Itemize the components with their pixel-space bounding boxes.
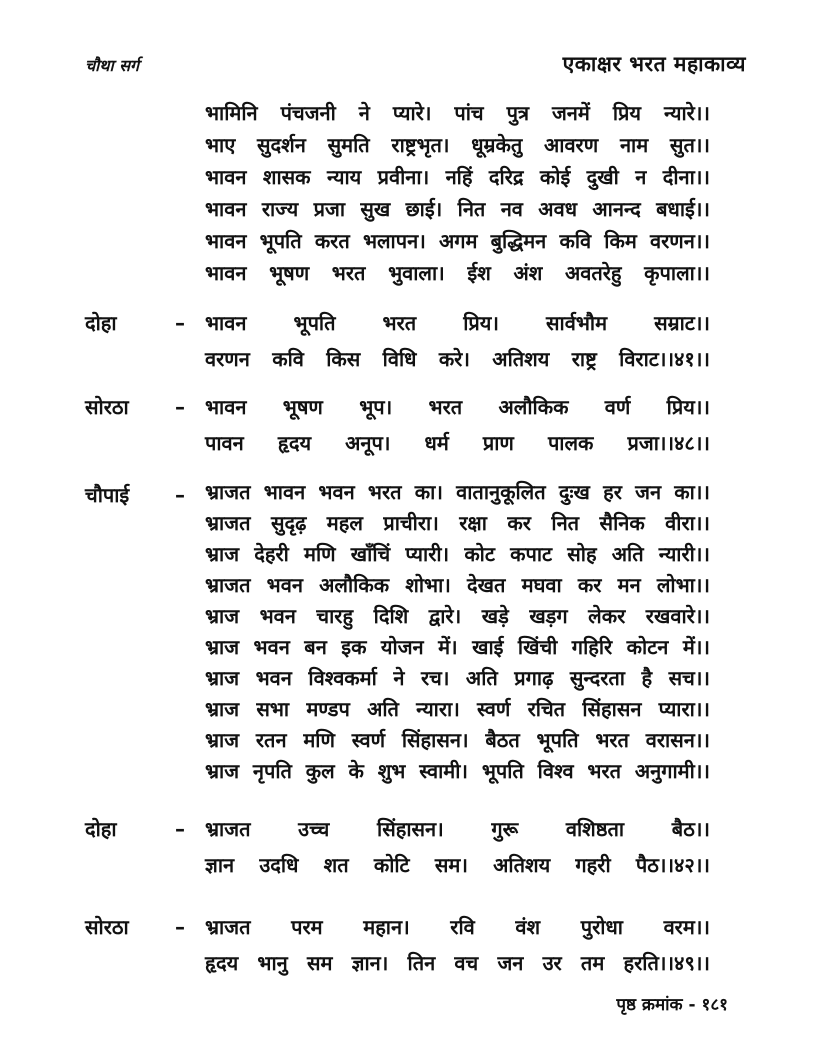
verse-line: भ्राजत सुदृढ़ महल प्राचीरा। रक्षा कर नित सैनिक वीरा।। [205,511,710,535]
verse-block [205,909,710,981]
section-soratha-49 [85,909,715,981]
section-label-chaupai: चौपाई [85,483,130,507]
section-dash: – [175,311,185,335]
verse-line: भ्राज भवन चारहु दिशि द्वारे। खड़े खड़ग लेकर रखवारे।। [205,604,710,628]
section-label-doha: दोहा [85,311,117,335]
verse-block [205,97,710,289]
section-dash: – [175,817,185,841]
section-dash: – [175,395,185,419]
verse-line: भावन शासक न्याय प्रवीना। नहिं दरिद्र कोई दुखी न दीना।। [205,165,710,189]
verse-line: भ्राजत भावन भवन भरत का। वातानुकूलित दुःख हर जन का।। [205,480,710,504]
section-dash: – [175,915,185,939]
section-chaupai [85,477,715,787]
book-title: एकाक्षर भरत महाकाव्य [562,52,746,76]
verse-line: भ्राज देहरी मणि खाँचिं प्यारी। कोट कपाट सोह अति न्यारी।। [205,542,710,566]
canto-title: चौथा सर्ग [85,56,140,75]
verse-line: भ्राजत भवन अलौकिक शोभा। देखत मघवा कर मन लोभा।। [205,573,710,597]
verse-line: भ्राज रतन मणि स्वर्ण सिंहासन। बैठत भूपति भरत वरासन।। [205,728,710,752]
page-header [85,50,746,78]
verse-line: ज्ञान उदधि शत कोटि सम। अतिशय गहरी पैठ।।४२।। [205,853,710,877]
section-opening-verses [85,97,715,289]
section-soratha-48 [85,389,715,461]
verse-line: भावन भूषण भरत भुवाला। ईश अंश अवतरेहु कृपाला।। [205,261,710,285]
section-label-soratha: सोरठा [85,395,129,419]
verse-line: भ्राज नृपति कुल के शुभ स्वामी। भूपति विश्व भरत अनुगामी।। [205,759,710,783]
verse-block [205,811,710,883]
verse-line: भ्राजत परम महान। रवि वंश पुरोधा वरम।। [205,915,710,939]
verse-line: भावन भूषण भूप। भरत अलौकिक वर्ण प्रिय।। [205,395,710,419]
verse-content [85,97,715,981]
verse-block [205,477,710,787]
verse-line: हृदय भानु सम ज्ञान। तिन वच जन उर तम हरति।।४९।। [205,951,710,975]
section-doha-41 [85,305,715,377]
verse-line: भ्राजत उच्च सिंहासन। गुरू वशिष्ठता बैठ।। [205,817,710,841]
section-doha-42 [85,811,715,883]
page-number: पृष्ठ क्रमांक - १८१ [616,995,728,1015]
verse-line: भ्राज भवन बन इक योजन में। खाई खिंची गहिरि कोटन में।। [205,635,710,659]
verse-line: पावन हृदय अनूप। धर्म प्राण पालक प्रजा।।४८।। [205,431,710,455]
verse-line: भ्राज भवन विश्वकर्मा ने रच। अति प्रगाढ़ सुन्दरता है सच।। [205,666,710,690]
verse-block [205,389,710,461]
section-label-soratha: सोरठा [85,915,129,939]
verse-line: भावन भूपति भरत प्रिय। सार्वभौम सम्राट।। [205,311,710,335]
verse-line: भ्राज सभा मण्डप अति न्यारा। स्वर्ण रचित सिंहासन प्यारा।। [205,697,710,721]
verse-line: भावन भूपति करत भलापन। अगम बुद्धिमन कवि किम वरणन।। [205,229,710,253]
section-dash: – [175,483,185,507]
verse-block [205,305,710,377]
verse-line: भावन राज्य प्रजा सुख छाई। नित नव अवध आनन्द बधाई।। [205,197,710,221]
verse-line: भाए सुदर्शन सुमति राष्ट्रभृत। धूम्रकेतु आवरण नाम सुत।। [205,133,710,157]
verse-line: वरणन कवि किस विधि करे। अतिशय राष्ट्र विराट।।४१।। [205,347,710,371]
verse-line: भामिनि पंचजनी ने प्यारे। पांच पुत्र जनमें प्रिय न्यारे।। [205,101,710,125]
section-label-doha: दोहा [85,817,117,841]
